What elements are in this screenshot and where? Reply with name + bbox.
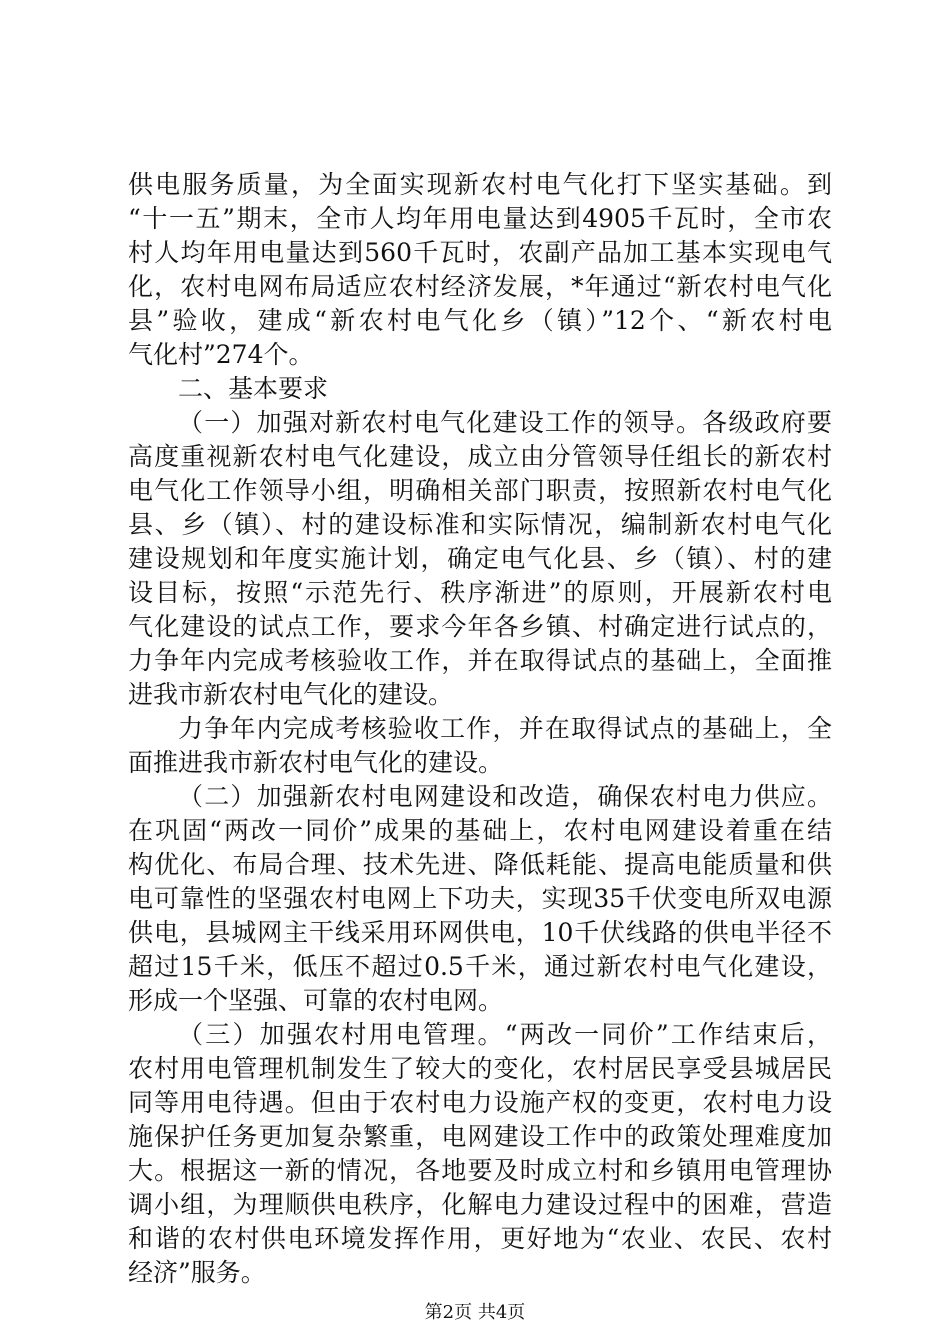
section-heading: 二、基本要求: [178, 374, 329, 403]
text-line: 供电服务质量，为全面实现新农村电气化打下坚实基础。到: [128, 170, 832, 199]
text-line: “十一五”期末，全市人均年用电量达到4905千瓦时，全市农: [128, 204, 832, 233]
text-line: 农村用电管理机制发生了较大的变化，农村居民享受县城居民: [128, 1054, 832, 1083]
document-body: [128, 168, 832, 1290]
text-line: 气化建设的试点工作，要求今年各乡镇、村确定进行试点的，: [128, 612, 832, 641]
text-line: 村人均年用电量达到560千瓦时，农副产品加工基本实现电气: [128, 238, 832, 267]
text-line: 施保护任务更加复杂繁重，电网建设工作中的政策处理难度加: [128, 1122, 832, 1151]
text-line: 在巩固“两改一同价”成果的基础上，农村电网建设着重在结: [128, 816, 832, 845]
text-line: 同等用电待遇。但由于农村电力设施产权的变更，农村电力设: [128, 1088, 832, 1117]
text-line: 电气化工作领导小组，明确相关部门职责，按照新农村电气化: [128, 476, 832, 505]
text-line: 和谐的农村供电环境发挥作用，更好地为“农业、农民、农村: [128, 1224, 832, 1253]
text-line: 超过15千米，低压不超过0.5千米，通过新农村电气化建设，: [128, 952, 832, 981]
text-line: 构优化、布局合理、技术先进、降低耗能、提高电能质量和供: [128, 850, 832, 879]
text-line: 气化村”274个。: [128, 340, 314, 369]
text-line: 高度重视新农村电气化建设，成立由分管领导任组长的新农村: [128, 442, 832, 471]
text-line: 化，农村电网布局适应农村经济发展，*年通过“新农村电气化: [128, 272, 832, 301]
text-line: 面推进我市新农村电气化的建设。: [128, 748, 504, 777]
text-line: 建设规划和年度实施计划，确定电气化县、乡（镇）、村的建: [128, 544, 832, 573]
text-line: 县”验收，建成“新农村电气化乡（镇）”12个、“新农村电: [128, 306, 832, 335]
page-footer: 第2页 共4页: [424, 1302, 526, 1323]
text-line: 电可靠性的坚强农村电网上下功夫，实现35千伏变电所双电源: [128, 884, 832, 913]
text-line: 力争年内完成考核验收工作，并在取得试点的基础上，全: [178, 714, 832, 743]
text-line: 供电，县城网主干线采用环网供电，10千伏线路的供电半径不: [128, 918, 832, 947]
text-line: 进我市新农村电气化的建设。: [128, 680, 454, 709]
text-line: （一）加强对新农村电气化建设工作的领导。各级政府要: [178, 408, 832, 437]
text-line: （二）加强新农村电网建设和改造，确保农村电力供应。: [178, 782, 832, 811]
text-line: 县、乡（镇）、村的建设标准和实际情况，编制新农村电气化: [128, 510, 832, 539]
text-line: 大。根据这一新的情况，各地要及时成立村和乡镇用电管理协: [128, 1156, 832, 1185]
text-line: 调小组，为理顺供电秩序，化解电力建设过程中的困难，营造: [128, 1190, 832, 1219]
text-line: 力争年内完成考核验收工作，并在取得试点的基础上，全面推: [128, 646, 832, 675]
text-line: （三）加强农村用电管理。“两改一同价”工作结束后，: [178, 1020, 832, 1049]
text-line: 经济”服务。: [128, 1258, 266, 1287]
text-line: 设目标，按照“示范先行、秩序渐进”的原则，开展新农村电: [128, 578, 832, 607]
text-line: 形成一个坚强、可靠的农村电网。: [128, 986, 504, 1015]
